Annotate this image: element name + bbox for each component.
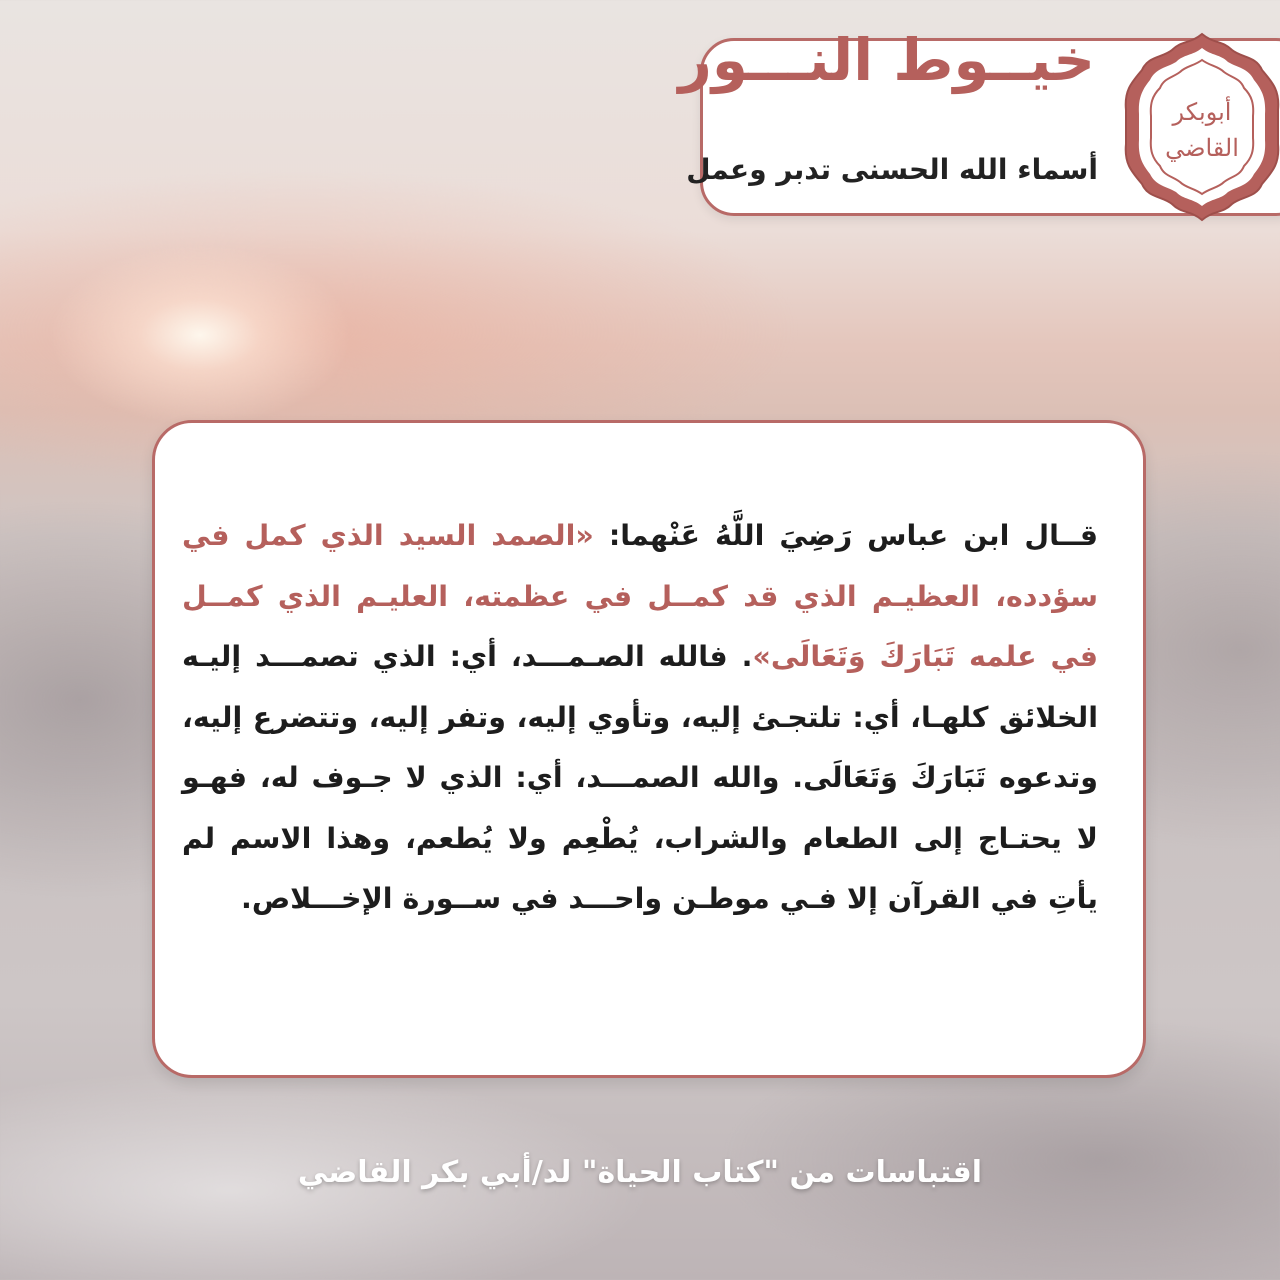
header-subtitle: أسماء الله الحسنى تدبر وعمل xyxy=(686,153,1098,186)
seal-logo-icon xyxy=(1122,30,1280,224)
quote-body: . فالله الصـمـــد، أي: الذي تصمـــد إليـه الخلائق كلهـا، أي: تلتجـئ إليه، وتأوي إليه، وتفر إليه، وتتضرع إليه، وتدعوه تَبَارَكَ وَتَعَالَى. والله الصمـــد، أي: الذي لا جـوف له، فهـو لا يحتـاج إلى الطعام والشراب، يُطْعِم ولا يُطعم، وهذا الاسم لم يأتِ في القرآن إلا فـي موطـن واحـــد في ســورة الإخـــلاص. xyxy=(182,640,1098,915)
quote-highlight: «الصمد السيد الذي كمل في سؤدده، العظيـم الذي قد كمــل في عظمته، العليـم الذي كمــل في علمه تَبَارَكَ وَتَعَالَى» xyxy=(182,519,1098,673)
quote-intro: قــال ابن عباس رَضِيَ اللَّهُ عَنْهما: xyxy=(593,519,1098,552)
seal-text-line-1: أبوبكر xyxy=(1172,98,1232,126)
seal-text-line-2: القاضي xyxy=(1165,134,1239,162)
footer-credit: اقتباسات من "كتاب الحياة" لد/أبي بكر القاضي xyxy=(297,1155,983,1190)
quote-text xyxy=(182,506,1098,930)
seal-frame xyxy=(1126,34,1279,220)
header-title: خيــوط النـــور xyxy=(678,26,1095,94)
